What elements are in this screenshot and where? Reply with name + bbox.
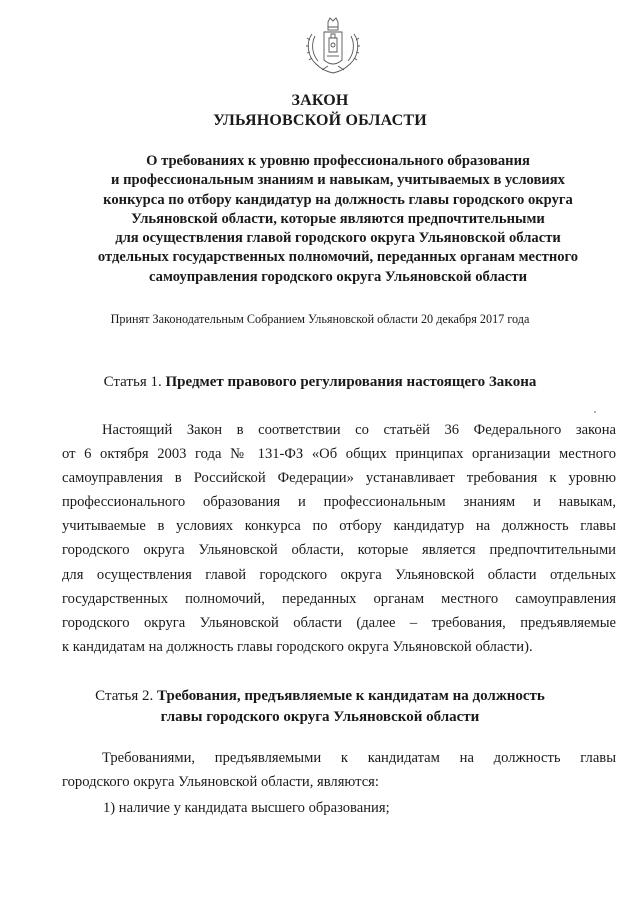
list-item: 1) наличие у кандидата высшего образования; — [103, 800, 390, 816]
title-line: отдельных государственных полномочий, переданных органам местного — [97, 249, 579, 266]
paragraph-line: к кандидатам на должность главы городского округа Ульяновской области). — [62, 638, 533, 655]
paragraph-line: профессионального образования и профессиональным знаниям и навыкам, — [62, 494, 616, 511]
paragraph-line: городского округа Ульяновской области (далее – требования, предъявляемые — [62, 614, 616, 631]
article-1-heading — [0, 372, 640, 393]
title-line: Ульяновской области, которые являются предпочтительными — [131, 210, 545, 227]
region-heading: УЛЬЯНОВСКОЙ ОБЛАСТИ — [213, 112, 427, 129]
paragraph-line: городского округа Ульяновской области, которые является предпочтительными — [62, 542, 616, 559]
paragraph-line: для осуществления главой городского округа Ульяновской области отдельных — [62, 566, 616, 583]
adoption-note: Принят Законодательным Собранием Ульяновской области 20 декабря 2017 года — [110, 312, 530, 326]
title-line: и профессиональным знаниям и навыкам, учитываемых в условиях — [111, 172, 565, 189]
title-line: для осуществления главой городского округа Ульяновской области — [115, 230, 561, 247]
paragraph-line: государственных полномочий, переданных органам местного самоуправления — [62, 590, 616, 607]
title-line: самоуправления городского округа Ульяновской области — [149, 268, 527, 285]
article-2-number: Статья 2. — [95, 688, 154, 704]
article-2-title: Требования, предъявляемые к кандидатам на должность — [157, 688, 545, 704]
article-1-title: Предмет правового регулирования настоящего Закона — [165, 374, 537, 390]
article-2-heading — [0, 686, 640, 728]
paragraph-line: Требованиями, предъявляемыми к кандидатам на должность главы — [102, 750, 616, 766]
paragraph-line: от 6 октября 2003 года № 131-ФЗ «Об общих принципах организации местного — [62, 446, 616, 463]
coat-of-arms-icon — [304, 14, 362, 76]
paragraph-line: Настоящий Закон в соответствии со статьёй 36 Федерального закона — [102, 422, 616, 438]
title-line: конкурса по отбору кандидатур на должность главы городского округа — [103, 191, 573, 208]
law-heading: ЗАКОН — [291, 92, 349, 109]
scan-speck — [594, 411, 596, 413]
paragraph-line: городского округа Ульяновской области, являются: — [62, 774, 379, 791]
article-2-title-continued: главы городского округа Ульяновской области — [160, 709, 480, 725]
article-2-body — [62, 746, 616, 794]
paragraph-line: самоуправления в Российской Федерации» устанавливает требования к уровню — [62, 470, 616, 487]
title-line: О требованиях к уровню профессионального образования — [146, 153, 530, 169]
paragraph-line: учитываемые в условиях конкурса по отбору кандидатур на должность главы — [62, 518, 616, 535]
article-1-body — [62, 418, 616, 659]
article-1-number: Статья 1. — [103, 374, 162, 390]
law-title — [60, 152, 616, 287]
